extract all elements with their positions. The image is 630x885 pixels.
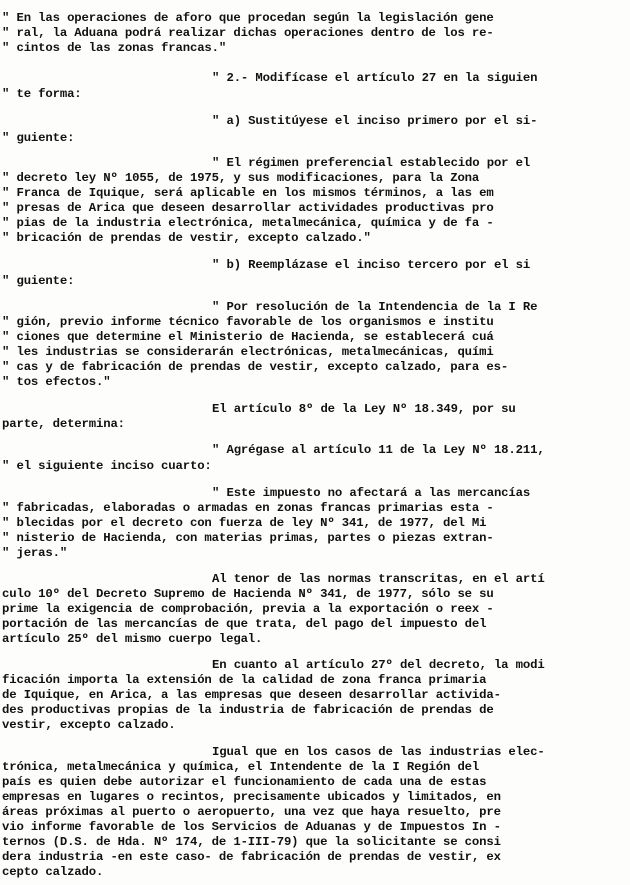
text-line: " cas y de fabricación de prendas de vestir, excepto calzado, para es- xyxy=(2,360,509,374)
text-line: " guiente: xyxy=(2,131,75,145)
text-line: " 2.- Modifícase el artículo 27 en la siguien xyxy=(212,71,538,85)
text-line: portación de las mercancías de que trata, del pago del impuesto del xyxy=(2,617,487,631)
text-line: " fabricadas, elaboradas o armadas en zonas francas primarias esta - xyxy=(2,501,494,515)
text-line: " Por resolución de la Intendencia de la I Re xyxy=(212,300,538,314)
text-line: " blecidas por el decreto con fuerza de ley Nº 341, de 1977, del Mi xyxy=(2,516,487,530)
text-line: prime la exigencia de comprobación, previa a la exportación o reex - xyxy=(2,602,494,616)
text-line: El artículo 8º de la Ley Nº 18.349, por su xyxy=(212,402,516,416)
text-line: " bricación de prendas de vestir, excepto calzado." xyxy=(2,231,371,245)
text-line: cepto calzado. xyxy=(2,865,104,879)
text-line: Al tenor de las normas transcritas, en el artí xyxy=(212,572,545,586)
text-line: empresas en lugares o recintos, precisamente ubicados y limitados, en xyxy=(2,790,501,804)
text-line: parte, determina: xyxy=(2,417,125,431)
text-line: " guiente: xyxy=(2,274,75,288)
text-line: En cuanto al artículo 27º del decreto, la modi xyxy=(212,658,545,672)
text-line: " el siguiente inciso cuarto: xyxy=(2,459,212,473)
text-line: " nisterio de Hacienda, con materias primas, partes o piezas extran- xyxy=(2,531,494,545)
text-line: " pias de la industria electrónica, metalmecánica, química y de fa - xyxy=(2,216,494,230)
text-line: " En las operaciones de aforo que procedan según la legislación gene xyxy=(2,11,494,25)
text-line: de Iquique, en Arica, a las empresas que deseen desarrollar activida- xyxy=(2,688,501,702)
text-line: " tos efectos." xyxy=(2,375,111,389)
text-line: " Franca de Iquique, será aplicable en los mismos términos, a las em xyxy=(2,186,494,200)
text-line: artículo 25º del mismo cuerpo legal. xyxy=(2,632,263,646)
text-line: des productivas propias de la industria de fabricación de prendas de xyxy=(2,703,494,717)
text-line: trónica, metalmecánica y química, el Intendente de la I Región del xyxy=(2,760,480,774)
text-line: " El régimen preferencial establecido por el xyxy=(212,156,531,170)
text-line: " jeras." xyxy=(2,546,68,560)
text-line: áreas próximas al puerto o aeropuerto, una vez que haya resuelto, pre xyxy=(2,805,501,819)
text-line: Igual que en los casos de las industrias elec- xyxy=(212,745,545,759)
text-line: " Este impuesto no afectará a las mercancías xyxy=(212,486,531,500)
text-line: vio informe favorable de los Servicios de Aduanas y de Impuestos In - xyxy=(2,820,501,834)
text-line: ficación importa la extensión de la calidad de zona franca primaria xyxy=(2,673,487,687)
text-line: " b) Reemplázase el inciso tercero por el si xyxy=(212,258,531,272)
text-line: " te forma: xyxy=(2,87,82,101)
text-line: culo 10º del Decreto Supremo de Hacienda Nº 341, de 1977, sólo se su xyxy=(2,587,494,601)
text-line: dera industria -en este caso- de fabricación de prendas de vestir, ex xyxy=(2,850,501,864)
text-line: " ral, la Aduana podrá realizar dichas operaciones dentro de los re- xyxy=(2,26,494,40)
text-line: " Agrégase al artículo 11 de la Ley Nº 18.211, xyxy=(212,443,545,457)
text-line: " les industrias se considerarán electrónicas, metalmecánicas, quími xyxy=(2,345,494,359)
text-line: ternos (D.S. de Hda. Nº 174, de 1-III-79) que la solicitante se consi xyxy=(2,835,501,849)
text-line: " cintos de las zonas francas." xyxy=(2,41,227,55)
text-line: " gión, previo informe técnico favorable de los organismos e institu xyxy=(2,315,494,329)
text-line: país es quien debe autorizar el funcionamiento de cada una de estas xyxy=(2,775,487,789)
text-line: " decreto ley Nº 1055, de 1975, y sus modificaciones, para la Zona xyxy=(2,171,480,185)
text-line: " ciones que determine el Ministerio de Hacienda, se establecerá cuá xyxy=(2,330,494,344)
text-line: vestir, excepto calzado. xyxy=(2,718,176,732)
text-line: " a) Sustitúyese el inciso primero por el si- xyxy=(212,114,538,128)
text-line: " presas de Arica que deseen desarrollar actividades productivas pro xyxy=(2,201,494,215)
